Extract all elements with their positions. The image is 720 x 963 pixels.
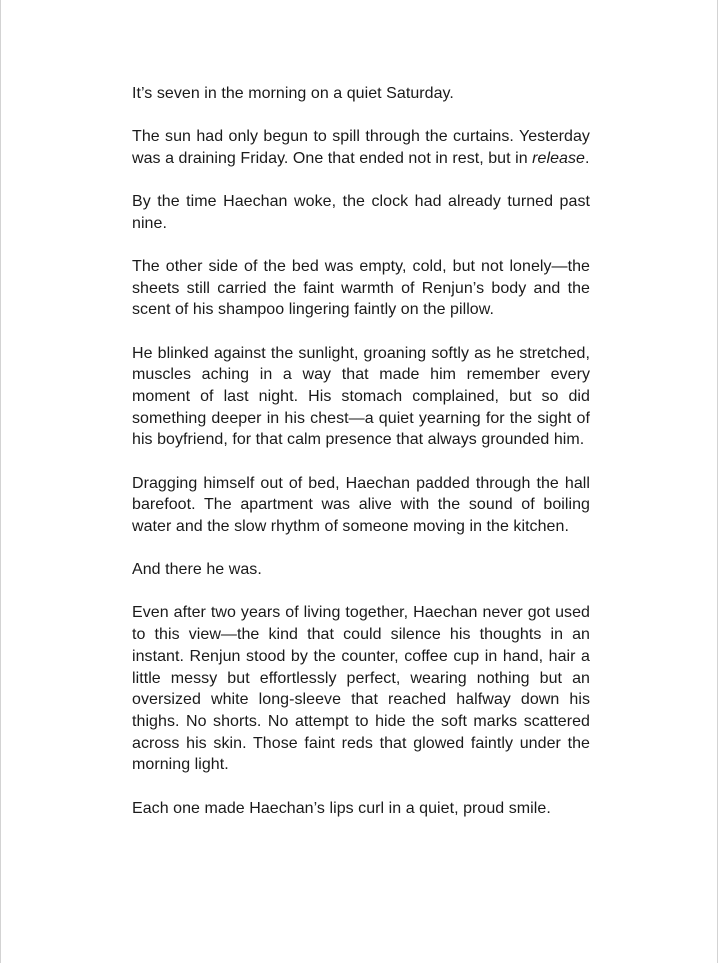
- paragraph-8: Even after two years of living together, Haechan never got used to this view—the kind that could silence his thoughts in an instant. Renjun stood by the counter, coffee cup in hand, hair a little messy but effortlessly perfect, wearing nothing but an oversized white long-sleeve that reached halfway down his thighs. No shorts. No attempt to hide the soft marks scattered across his skin. Those faint reds that glowed faintly under the morning light.: [132, 604, 590, 774]
- paragraph-2: [132, 126, 590, 169]
- story-text: [132, 83, 590, 841]
- paragraph-9: Each one made Haechan’s lips curl in a quiet, proud smile.: [132, 799, 551, 817]
- paragraph-4: The other side of the bed was empty, cold, but not lonely—the sheets still carried the faint warmth of Renjun’s body and the scent of his shampoo lingering faintly on the pillow.: [132, 258, 590, 319]
- paragraph-2-text: The sun had only begun to spill through the curtains. Yesterday was a draining Friday. One that ended not in rest, but in: [132, 128, 590, 167]
- paragraph-7: And there he was.: [132, 561, 262, 579]
- paragraph-6: Dragging himself out of bed, Haechan padded through the hall barefoot. The apartment was alive with the sound of boiling water and the slow rhythm of someone moving in the kitchen.: [132, 474, 590, 536]
- paragraph-5: He blinked against the sunlight, groaning softly as he stretched, muscles aching in a way that made him remember every moment of last night. His stomach complained, but so did something deeper in his chest—a quiet yearning for the sight of his boyfriend, for that calm presence that always grounded him.: [132, 344, 590, 449]
- paragraph-3: By the time Haechan woke, the clock had already turned past nine.: [132, 193, 590, 232]
- emphasis-release: release: [532, 149, 585, 167]
- paragraph-1: It’s seven in the morning on a quiet Saturday.: [132, 85, 454, 102]
- paragraph-2-period: .: [585, 149, 590, 167]
